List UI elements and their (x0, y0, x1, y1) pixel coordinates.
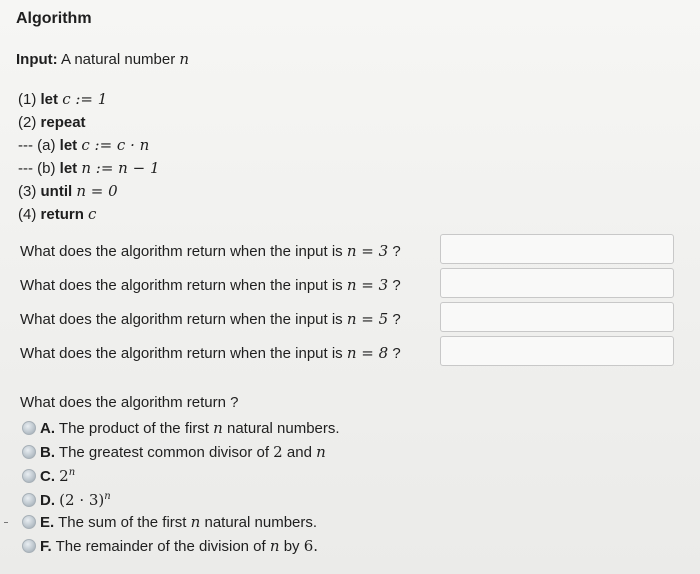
question-row (20, 336, 688, 368)
step-number: --- (b) (18, 160, 56, 177)
question-suffix: ? (392, 277, 401, 294)
radio-button[interactable] (22, 515, 36, 529)
option-label (40, 443, 326, 461)
option-text: The greatest common divisor of (58, 444, 274, 461)
radio-button[interactable] (22, 445, 36, 459)
question-suffix: ? (392, 243, 401, 260)
step-number: (1) (18, 91, 37, 108)
step-number: --- (a) (18, 137, 56, 154)
option-math: 2 (273, 443, 283, 461)
step-2 (18, 111, 160, 134)
question-text (20, 310, 401, 328)
step-math: n := n − 1 (81, 159, 160, 177)
question-text (20, 276, 401, 294)
step-math: c := c · n (81, 136, 150, 154)
step-3 (18, 180, 160, 203)
question-row (20, 268, 688, 300)
step-keyword: let (59, 137, 78, 154)
question-prompt: What does the algorithm return when the input is (20, 243, 343, 260)
option-letter: F. (40, 538, 52, 555)
option-text: and (282, 444, 317, 461)
option-text: The remainder of the division of (55, 538, 270, 555)
question-row (20, 234, 688, 266)
question-prompt: What does the algorithm return when the input is (20, 345, 343, 362)
option-math: n (269, 537, 280, 555)
option-text: by (279, 538, 304, 555)
step-math: n = 0 (76, 182, 118, 200)
option-math: n (190, 513, 201, 531)
question-suffix: ? (392, 345, 401, 362)
step-keyword: until (40, 183, 73, 200)
option-text: The sum of the first (58, 514, 191, 531)
step-number: (2) (18, 114, 37, 131)
input-description (16, 50, 189, 68)
question-math: n = 5 (346, 310, 389, 328)
option-letter: C. (40, 468, 55, 485)
step-math: c := 1 (62, 90, 108, 108)
step-1 (18, 88, 160, 111)
option-letter: D. (40, 492, 55, 509)
step-math: c (88, 205, 97, 223)
option-text: natural numbers. (200, 514, 318, 531)
answer-input[interactable] (440, 234, 674, 264)
question-text (20, 344, 401, 362)
answer-input[interactable] (440, 302, 674, 332)
question-prompt: What does the algorithm return when the input is (20, 277, 343, 294)
option-exponent: n (104, 491, 111, 502)
option-letter: E. (40, 514, 55, 531)
answer-input[interactable] (440, 268, 674, 298)
question-suffix: ? (392, 311, 401, 328)
question-math: n = 3 (346, 276, 389, 294)
question-math: n = 3 (346, 242, 389, 260)
question-row (20, 302, 688, 334)
step-4 (18, 203, 160, 226)
input-text: A natural number (61, 51, 176, 68)
option-math: (2 · 3) (59, 491, 105, 509)
radio-button[interactable] (22, 539, 36, 553)
option-label (40, 491, 111, 509)
input-label: Input: (16, 51, 58, 68)
radio-button[interactable] (22, 469, 36, 483)
question-math: n = 8 (346, 344, 389, 362)
option-math: n (213, 419, 223, 437)
option-letter: B. (40, 444, 55, 461)
step-keyword: repeat (40, 114, 86, 131)
step-2a (18, 134, 160, 157)
option-label (40, 467, 75, 485)
option-math: 2 (59, 467, 69, 485)
option-exponent: n (68, 467, 76, 478)
algorithm-heading: Algorithm (16, 10, 92, 27)
option-text: natural numbers. (222, 420, 340, 437)
step-2b (18, 157, 160, 180)
multiple-choice-question: What does the algorithm return ? (20, 394, 239, 411)
step-keyword: let (59, 160, 78, 177)
option-text: The product of the first (58, 420, 214, 437)
step-number: (4) (18, 206, 37, 223)
option-letter: A. (40, 420, 55, 437)
step-keyword: let (40, 91, 59, 108)
step-keyword: return (40, 206, 84, 223)
margin-mark (4, 522, 8, 523)
radio-button[interactable] (22, 421, 36, 435)
answer-input[interactable] (440, 336, 674, 366)
option-math: 6. (303, 537, 319, 555)
option-label (40, 513, 317, 531)
question-text (20, 242, 401, 260)
option-label (40, 419, 340, 437)
input-variable: n (179, 50, 190, 68)
option-math: n (316, 443, 326, 461)
algorithm-steps (18, 88, 160, 226)
option-label (40, 537, 318, 555)
question-prompt: What does the algorithm return when the input is (20, 311, 343, 328)
step-number: (3) (18, 183, 37, 200)
radio-button[interactable] (22, 493, 36, 507)
